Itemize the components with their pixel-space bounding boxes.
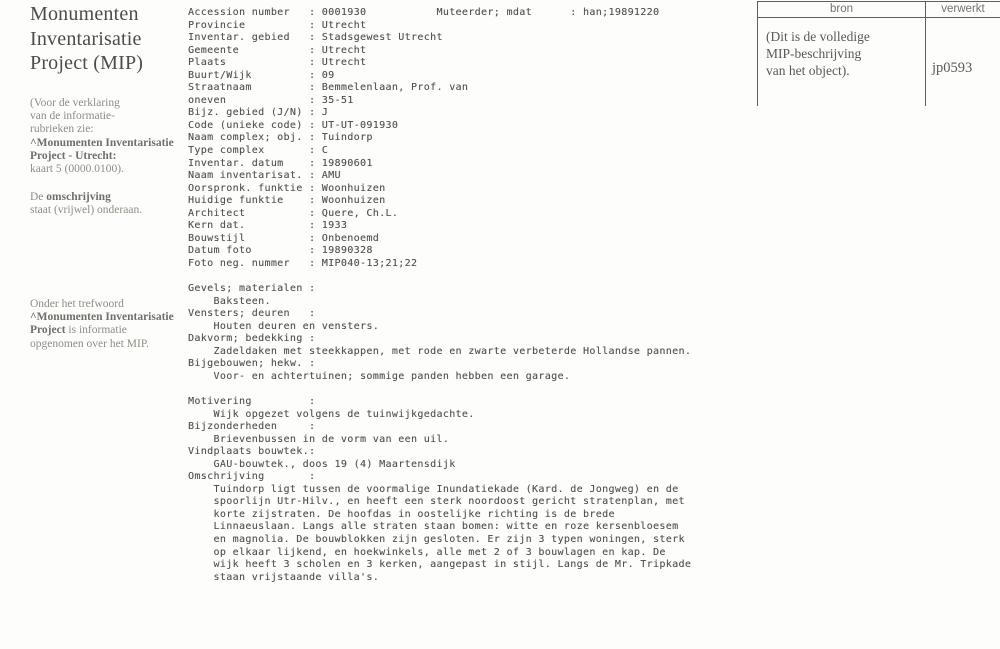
record-line: en magnolia. De bouwblokken zijn gesloten. Er zijn 3 typen woningen, sterk [188,533,685,545]
note-bold-text: omschrijving [46,191,111,203]
record-line: wijk heeft 3 scholen en 3 kerken, aangepast in stijl. Langs de Mr. Tripkade [188,559,692,571]
record-line: Inventar. datum : 19890601 [188,157,373,169]
record-line: Vensters; deuren : [188,308,316,320]
note-line: Onder het trefwoord [30,298,124,310]
note-line [30,150,205,163]
source-note [758,18,925,79]
verwerkt-cell [925,18,1000,106]
record-line: Bijgebouwen; hekw. : [188,358,316,370]
record-line: op elkaar lijkend, en hoekwinkels, alle met 2 of 3 bouwlagen en kap. De [188,546,666,558]
note-bold-text: ^Monumenten Inventarisatie [30,136,174,149]
record-line: Houten deuren en vensters. [188,320,380,332]
record-line: Baksteen. [188,295,271,307]
record-line: Vindplaats bouwtek.: [188,446,316,458]
verwerkt-header: verwerkt [925,2,1000,18]
note-line: rubrieken zie: [30,123,94,136]
verwerkt-code: jp0593 [932,60,973,76]
record-line: Naam inventarisat. : AMU [188,170,341,182]
record-line: Accession number : 0001930 Muteerder; mdat : han;19891220 [188,7,660,18]
record-line: Inventar. gebied : Stadsgewest Utrecht [188,32,443,44]
record-line: Bijzonderheden : [188,421,316,433]
stamp-table [757,1,1000,106]
record-line: GAU-bouwtek., doos 19 (4) Maartensdijk [188,458,456,470]
record-line: Type complex : C [188,145,329,157]
record-line: staan vrijstaande villa's. [188,571,380,583]
record-line: Huidige funktie : Woonhuizen [188,195,386,207]
note-line [30,311,205,324]
record-line: Datum foto : 19890328 [188,245,373,257]
record-line: korte zijstraten. De hoofdas in oostelijke richting is de brede [188,508,615,520]
note-line: staat (vrijwel) onderaan. [30,204,143,217]
note-line [30,191,205,204]
record-line [188,383,691,396]
omschrijving-note [30,191,205,217]
source-note-line: van het object). [766,63,850,78]
note-bold-text: ^Monumenten Inventarisatie [30,311,174,324]
project-title-line: Monumenten [30,3,139,25]
record-line: Gemeente : Utrecht [188,44,367,56]
record-line: Architect : Quere, Ch.L. [188,207,399,219]
record-line: oneven : 35-51 [188,94,354,106]
record-line: Voor- en achtertuinen; sommige panden hebben een garage. [188,370,571,382]
note-line: opgenomen over het MIP. [30,337,149,350]
stamp-table-body-row [757,18,1000,106]
record-line: Oorspronk. funktie : Woonhuizen [188,182,386,194]
note-line: kaart 5 (0000.0100). [30,163,124,176]
record-line: Omschrijving : [188,471,316,483]
note-line: van de informatie- [30,110,115,123]
source-note-line: MIP-beschrijving [766,46,862,61]
record-line: Zadeldaken met steekkappen, met rode en zwarte verbeterde Hollandse pannen. [188,345,692,357]
record-line: Wijk opgezet volgens de tuinwijkgedachte. [188,408,475,420]
record-line: Gevels; materialen : [188,283,316,295]
note-bold-text: Project [30,324,66,337]
note-line [30,137,205,150]
record-line: Bijz. gebied (J/N) : J [188,107,329,119]
note-text: is informatie [65,324,127,337]
record-line: Plaats : Utrecht [188,57,367,69]
note-bold-text: Project - Utrecht: [30,149,117,162]
note-text: De [30,191,47,203]
note-line [30,324,205,337]
mip-record [188,7,691,584]
source-note-line: (Dit is de volledige [766,29,870,44]
project-title-line: Inventarisatie [30,27,142,50]
project-title [30,2,143,76]
trefwoord-note [30,298,205,351]
record-line: Provincie : Utrecht [188,19,367,31]
record-line: Brievenbussen in de vorm van een uil. [188,433,450,445]
record-line: Bouwstijl : Onbenoemd [188,232,380,244]
record-line: Motivering : [188,395,316,407]
bron-header: bron [757,2,925,18]
note-line: (Voor de verklaring [30,97,120,109]
record-line: Dakvorm; bedekking : [188,333,316,345]
record-line [188,270,691,283]
stamp-table-header-row [757,2,1000,18]
record-line: Buurt/Wijk : 09 [188,69,335,81]
record-line: Naam complex; obj. : Tuindorp [188,132,373,144]
record-line: Tuindorp ligt tussen de voormalige Inundatiekade (Kard. de Jongweg) en de [188,483,679,495]
record-line: Linnaeuslaan. Langs alle straten staan bomen: witte en roze kersenbloesem [188,521,679,533]
record-line: spoorlijn Utr-Hilv., en heeft een sterk noordoost gericht stratenplan, met [188,496,685,508]
project-title-line: Project (MIP) [30,52,144,74]
bron-cell [757,18,925,106]
explanation-note [30,97,205,176]
record-line: Straatnaam : Bemmelenlaan, Prof. van [188,82,469,94]
record-line: Foto neg. nummer : MIP040-13;21;22 [188,257,418,269]
record-line: Code (unieke code) : UT-UT-091930 [188,119,399,131]
record-line: Kern dat. : 1933 [188,220,348,232]
